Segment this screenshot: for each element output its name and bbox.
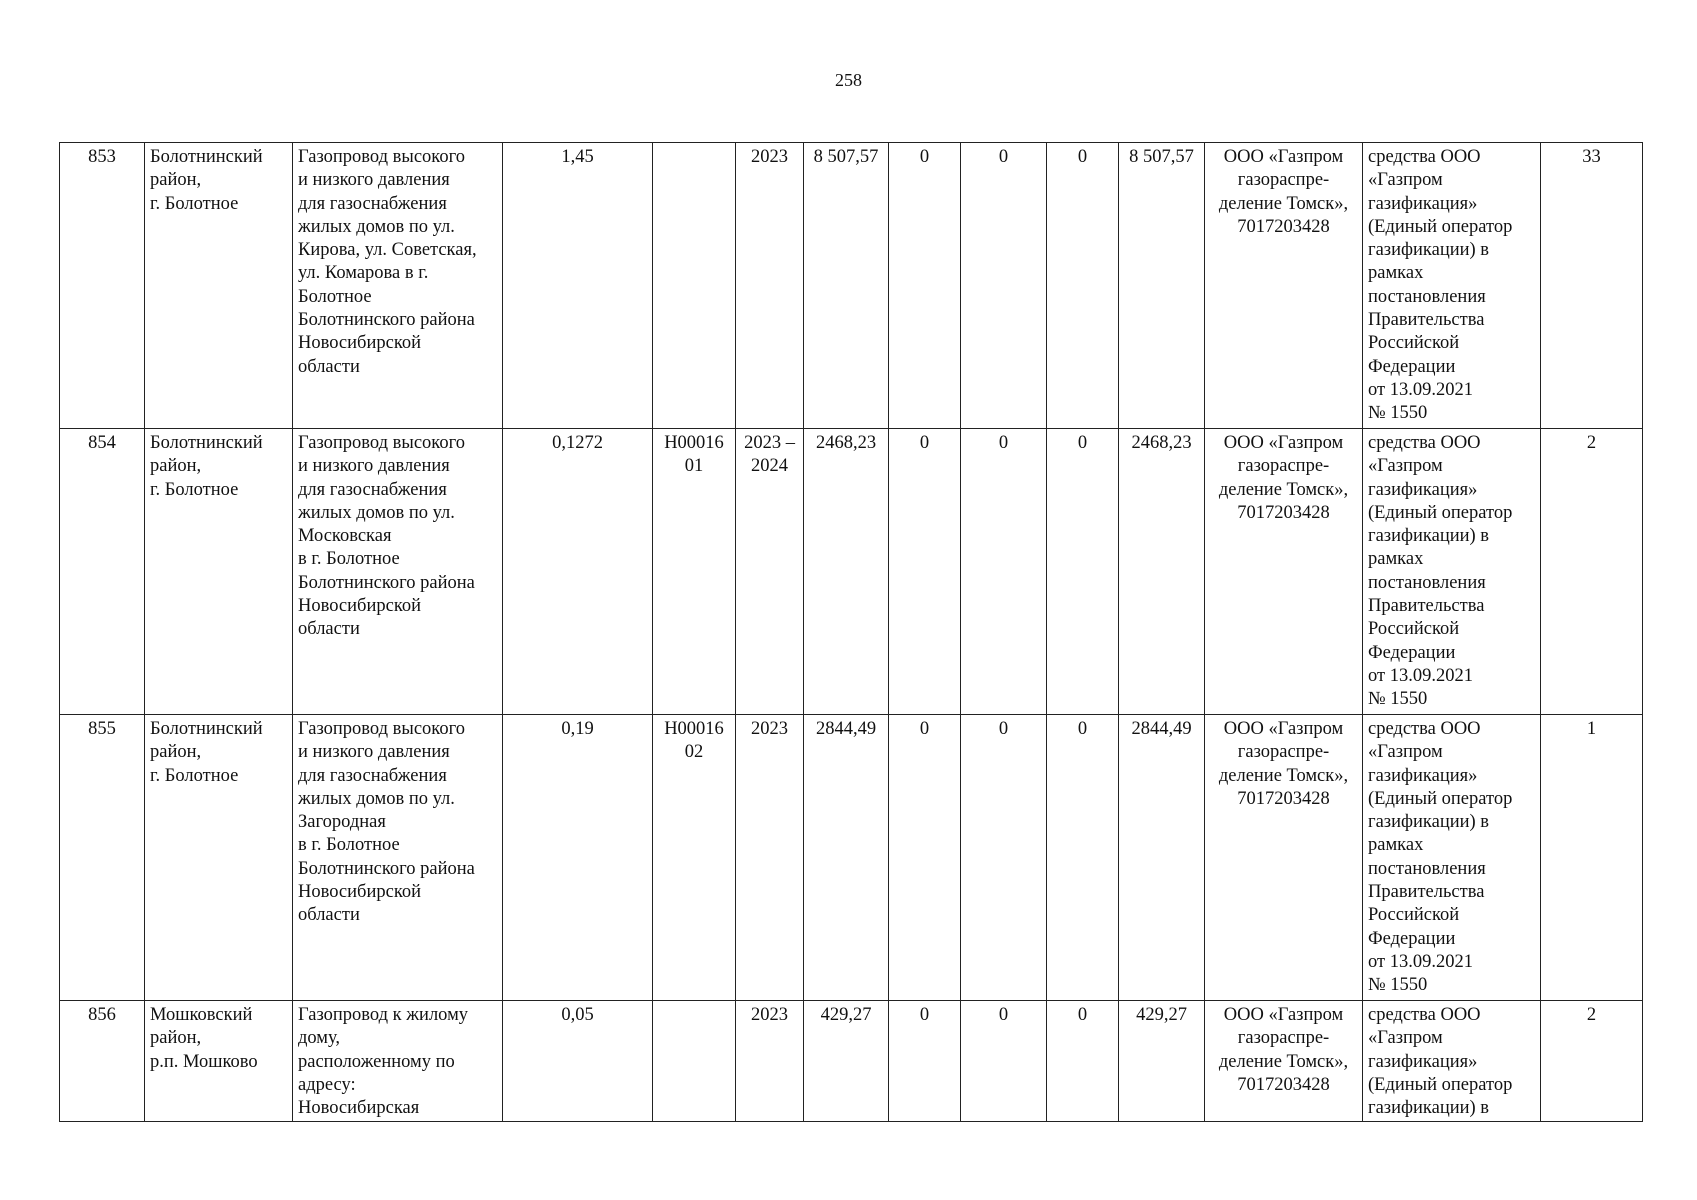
cell-line: от 13.09.2021 bbox=[1368, 379, 1473, 400]
table-row bbox=[60, 715, 1643, 1001]
cell-funding-2: 0 bbox=[961, 1001, 1047, 1122]
cell-line: Газопровод высокого bbox=[298, 433, 465, 453]
cell-line: Федерации bbox=[1368, 642, 1456, 663]
cell-line: для газоснабжения bbox=[298, 765, 447, 786]
cell-funding-3: 0 bbox=[1047, 429, 1119, 715]
cell-line: жилых домов по ул. bbox=[298, 502, 455, 523]
cell-line: Н00016 bbox=[664, 433, 724, 453]
cell-line: Правительства bbox=[1368, 596, 1485, 617]
cell-line: Газопровод к жилому bbox=[298, 1005, 469, 1025]
cell-line: г. Болотное bbox=[150, 479, 239, 500]
cell-line: Российской bbox=[1368, 905, 1460, 926]
cell-funding-3: 0 bbox=[1047, 715, 1119, 1001]
cell-line: Московская bbox=[298, 526, 392, 547]
cell-district bbox=[145, 143, 293, 429]
cell-line: ООО «Газпром bbox=[1223, 1005, 1344, 1025]
cell-line: р.п. Мошково bbox=[150, 1051, 258, 1072]
cell-line: области bbox=[298, 905, 360, 926]
cell-line: № 1550 bbox=[1368, 975, 1428, 996]
cell-line: № 1550 bbox=[1368, 689, 1428, 710]
cell-line: Газопровод высокого bbox=[298, 147, 465, 167]
cell-line: газификация» bbox=[1368, 1051, 1478, 1072]
cell-line: газификации) в bbox=[1368, 1098, 1490, 1119]
cell-other-funding: 2468,23 bbox=[1119, 429, 1205, 715]
cell-line: район, bbox=[150, 456, 202, 477]
cell-line: Болотнинского района bbox=[298, 572, 475, 593]
cell-line: № 1550 bbox=[1368, 403, 1428, 424]
cell-line: Федерации bbox=[1368, 356, 1456, 377]
cell-line: Болотнинский bbox=[150, 433, 263, 453]
cell-line: адресу: bbox=[298, 1074, 356, 1095]
cell-line: газораспре- bbox=[1237, 170, 1330, 191]
cell-line: Болотное bbox=[298, 286, 372, 307]
cell-line: средства ООО bbox=[1368, 1005, 1481, 1025]
cell-line: деление Томск», bbox=[1218, 193, 1349, 214]
cell-line: и низкого давления bbox=[298, 456, 450, 477]
cell-line: 02 bbox=[684, 742, 704, 763]
cell-line: для газоснабжения bbox=[298, 479, 447, 500]
cell-line: жилых домов по ул. bbox=[298, 788, 455, 809]
cell-line: 2023 bbox=[751, 1005, 788, 1025]
cell-line: «Газпром bbox=[1368, 1028, 1443, 1049]
cell-line: рамках bbox=[1368, 549, 1424, 570]
cell-line: 2023 bbox=[751, 147, 788, 167]
cell-operator bbox=[1205, 429, 1363, 715]
cell-line: Мошковский bbox=[150, 1005, 253, 1025]
cell-line: средства ООО bbox=[1368, 147, 1481, 167]
cell-line: жилых домов по ул. bbox=[298, 216, 455, 237]
cell-funding-3: 0 bbox=[1047, 1001, 1119, 1122]
cell-length: 0,05 bbox=[503, 1001, 653, 1122]
cell-line: 2023 – bbox=[744, 433, 795, 453]
cell-line: «Газпром bbox=[1368, 742, 1443, 763]
cell-line: Газопровод высокого bbox=[298, 719, 465, 739]
cell-funding-2: 0 bbox=[961, 143, 1047, 429]
cell-code bbox=[653, 1001, 736, 1122]
cell-line: Новосибирская bbox=[298, 1098, 420, 1119]
cell-line: газификация» bbox=[1368, 479, 1478, 500]
cell-district bbox=[145, 715, 293, 1001]
page-number: 258 bbox=[835, 70, 862, 90]
cell-funding-1: 0 bbox=[889, 143, 961, 429]
cell-line: «Газпром bbox=[1368, 456, 1443, 477]
cell-funding-3: 0 bbox=[1047, 143, 1119, 429]
cell-line: в г. Болотное bbox=[298, 549, 400, 570]
cell-line: газораспре- bbox=[1237, 742, 1330, 763]
cell-line: 7017203428 bbox=[1237, 216, 1330, 237]
cell-line: Новосибирской bbox=[298, 596, 422, 617]
cell-line: ул. Комарова в г. bbox=[298, 263, 429, 284]
cell-line: от 13.09.2021 bbox=[1368, 665, 1473, 686]
cell-line: газификация» bbox=[1368, 765, 1478, 786]
cell-other-funding: 2844,49 bbox=[1119, 715, 1205, 1001]
cell-line: 2023 bbox=[751, 719, 788, 739]
cell-funding-source bbox=[1363, 715, 1541, 1001]
cell-line: 7017203428 bbox=[1237, 1074, 1330, 1095]
table-row bbox=[60, 429, 1643, 715]
cell-line: 01 bbox=[684, 456, 704, 477]
cell-funding-2: 0 bbox=[961, 715, 1047, 1001]
cell-line: газификации) в bbox=[1368, 526, 1490, 547]
cell-operator bbox=[1205, 143, 1363, 429]
table-row bbox=[60, 1001, 1643, 1122]
cell-length: 1,45 bbox=[503, 143, 653, 429]
cell-line: Болотнинского района bbox=[298, 310, 475, 331]
cell-line: Федерации bbox=[1368, 928, 1456, 949]
cell-line: постановления bbox=[1368, 572, 1486, 593]
cell-line: район, bbox=[150, 742, 202, 763]
cell-count: 33 bbox=[1541, 143, 1643, 429]
cell-district bbox=[145, 1001, 293, 1122]
cell-length: 0,1272 bbox=[503, 429, 653, 715]
cell-length: 0,19 bbox=[503, 715, 653, 1001]
cell-line: газификация» bbox=[1368, 193, 1478, 214]
cell-line: и низкого давления bbox=[298, 742, 450, 763]
cell-line: газификации) в bbox=[1368, 240, 1490, 261]
cell-line: «Газпром bbox=[1368, 170, 1443, 191]
cell-total-cost: 8 507,57 bbox=[804, 143, 889, 429]
cell-funding-source bbox=[1363, 1001, 1541, 1122]
cell-code bbox=[653, 429, 736, 715]
cell-line: 2024 bbox=[751, 456, 788, 477]
cell-funding-1: 0 bbox=[889, 1001, 961, 1122]
cell-object-name bbox=[293, 715, 503, 1001]
cell-district bbox=[145, 429, 293, 715]
cell-line: ООО «Газпром bbox=[1223, 147, 1344, 167]
cell-line: 7017203428 bbox=[1237, 502, 1330, 523]
cell-line: дому, bbox=[298, 1028, 341, 1049]
cell-line: от 13.09.2021 bbox=[1368, 951, 1473, 972]
cell-years bbox=[736, 429, 804, 715]
cell-line: деление Томск», bbox=[1218, 1051, 1349, 1072]
cell-funding-1: 0 bbox=[889, 715, 961, 1001]
cell-line: (Единый оператор bbox=[1368, 1074, 1513, 1095]
cell-line: газификации) в bbox=[1368, 812, 1490, 833]
cell-line: в г. Болотное bbox=[298, 835, 400, 856]
cell-line: г. Болотное bbox=[150, 193, 239, 214]
gasification-register-table bbox=[59, 142, 1643, 1122]
cell-line: Кирова, ул. Советская, bbox=[298, 240, 477, 261]
cell-line: Загородная bbox=[298, 812, 386, 833]
cell-count: 2 bbox=[1541, 1001, 1643, 1122]
cell-count: 1 bbox=[1541, 715, 1643, 1001]
cell-line: рамках bbox=[1368, 263, 1424, 284]
cell-funding-source bbox=[1363, 429, 1541, 715]
cell-line: средства ООО bbox=[1368, 433, 1481, 453]
cell-line: (Единый оператор bbox=[1368, 216, 1513, 237]
register-body bbox=[60, 143, 1643, 1122]
cell-years bbox=[736, 143, 804, 429]
cell-number: 855 bbox=[60, 715, 145, 1001]
cell-line: постановления bbox=[1368, 858, 1486, 879]
cell-funding-2: 0 bbox=[961, 429, 1047, 715]
cell-funding-source bbox=[1363, 143, 1541, 429]
cell-line: для газоснабжения bbox=[298, 193, 447, 214]
cell-code bbox=[653, 715, 736, 1001]
cell-number: 854 bbox=[60, 429, 145, 715]
cell-line: ООО «Газпром bbox=[1223, 433, 1344, 453]
cell-line: газораспре- bbox=[1237, 456, 1330, 477]
cell-line: газораспре- bbox=[1237, 1028, 1330, 1049]
cell-line: Новосибирской bbox=[298, 882, 422, 903]
cell-line: средства ООО bbox=[1368, 719, 1481, 739]
cell-other-funding: 8 507,57 bbox=[1119, 143, 1205, 429]
cell-line: области bbox=[298, 356, 360, 377]
cell-line: Правительства bbox=[1368, 882, 1485, 903]
cell-operator bbox=[1205, 715, 1363, 1001]
cell-years bbox=[736, 1001, 804, 1122]
cell-line: области bbox=[298, 619, 360, 640]
cell-line: рамках bbox=[1368, 835, 1424, 856]
cell-line: и низкого давления bbox=[298, 170, 450, 191]
cell-line: 7017203428 bbox=[1237, 788, 1330, 809]
cell-total-cost: 429,27 bbox=[804, 1001, 889, 1122]
cell-line: Болотнинский bbox=[150, 719, 263, 739]
cell-total-cost: 2468,23 bbox=[804, 429, 889, 715]
cell-code bbox=[653, 143, 736, 429]
cell-years bbox=[736, 715, 804, 1001]
cell-line: постановления bbox=[1368, 286, 1486, 307]
cell-line: расположенному по bbox=[298, 1051, 455, 1072]
cell-funding-1: 0 bbox=[889, 429, 961, 715]
cell-line: Российской bbox=[1368, 333, 1460, 354]
cell-object-name bbox=[293, 1001, 503, 1122]
cell-line: Российской bbox=[1368, 619, 1460, 640]
cell-line: Новосибирской bbox=[298, 333, 422, 354]
cell-line: г. Болотное bbox=[150, 765, 239, 786]
table-row bbox=[60, 143, 1643, 429]
cell-line: Болотнинский bbox=[150, 147, 263, 167]
cell-number: 856 bbox=[60, 1001, 145, 1122]
cell-line: Н00016 bbox=[664, 719, 724, 739]
cell-line: (Единый оператор bbox=[1368, 502, 1513, 523]
cell-total-cost: 2844,49 bbox=[804, 715, 889, 1001]
cell-line: Правительства bbox=[1368, 310, 1485, 331]
cell-object-name bbox=[293, 429, 503, 715]
cell-count: 2 bbox=[1541, 429, 1643, 715]
cell-line: деление Томск», bbox=[1218, 765, 1349, 786]
cell-line: (Единый оператор bbox=[1368, 788, 1513, 809]
cell-line: район, bbox=[150, 170, 202, 191]
cell-operator bbox=[1205, 1001, 1363, 1122]
cell-object-name bbox=[293, 143, 503, 429]
cell-other-funding: 429,27 bbox=[1119, 1001, 1205, 1122]
cell-line: район, bbox=[150, 1028, 202, 1049]
cell-line: Болотнинского района bbox=[298, 858, 475, 879]
cell-line: ООО «Газпром bbox=[1223, 719, 1344, 739]
cell-number: 853 bbox=[60, 143, 145, 429]
cell-line: деление Томск», bbox=[1218, 479, 1349, 500]
